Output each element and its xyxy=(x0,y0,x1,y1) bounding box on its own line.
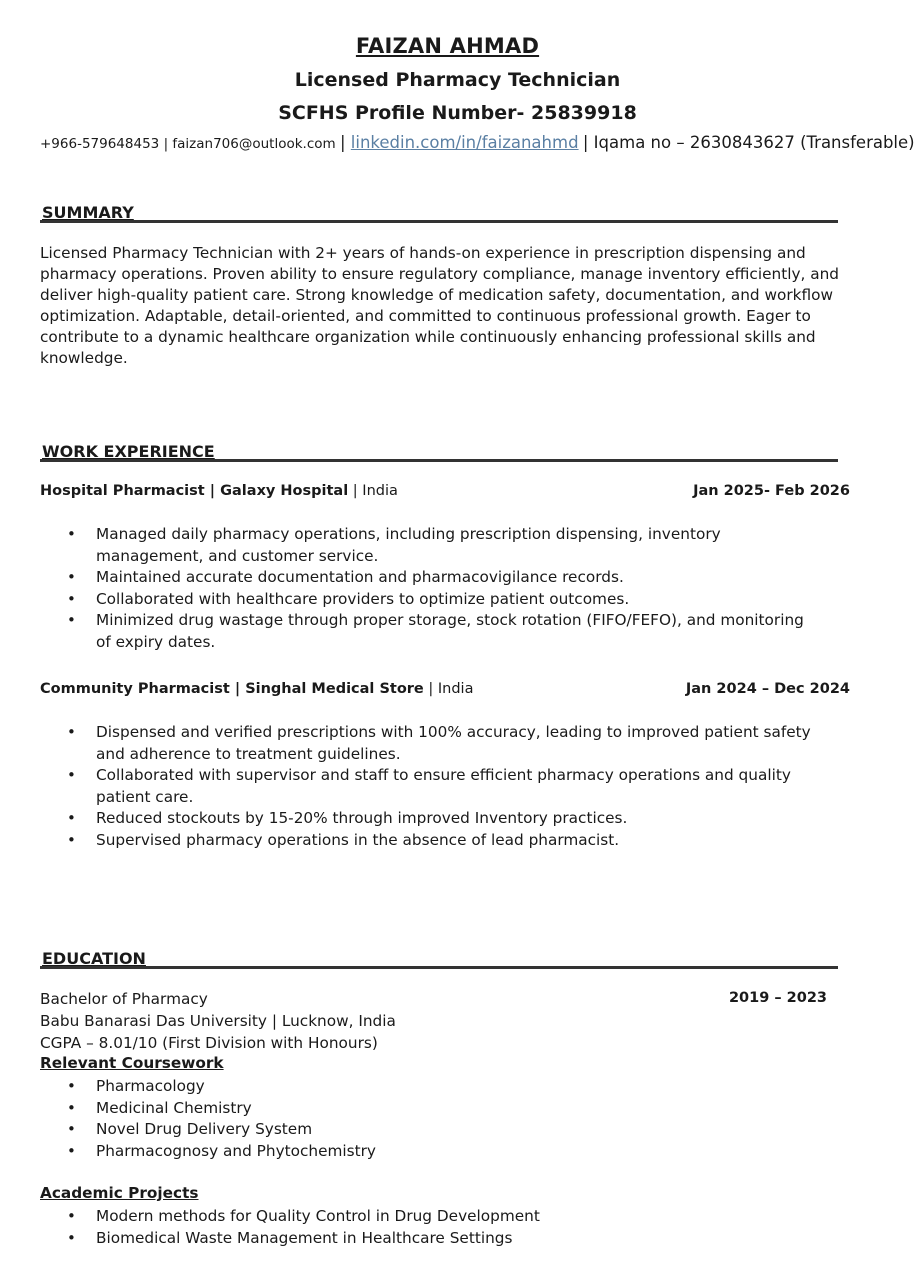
list-item: • Supervised pharmacy operations in the absence of lead pharmacist. xyxy=(40,830,820,852)
list-item: • Reduced stockouts by 15-20% through improved Inventory practices. xyxy=(40,808,820,830)
job-role: Hospital Pharmacist xyxy=(40,483,205,499)
job-company: Galaxy Hospital xyxy=(220,483,349,499)
education-section-heading xyxy=(40,944,838,969)
job-company: Singhal Medical Store xyxy=(245,681,424,697)
list-item: • Pharmacognosy and Phytochemistry xyxy=(40,1141,820,1163)
separator: | xyxy=(204,483,221,499)
list-item: • Novel Drug Delivery System xyxy=(40,1119,820,1141)
job-2-bullets xyxy=(40,722,820,852)
job-title: Licensed Pharmacy Technician xyxy=(294,69,621,91)
separator: | xyxy=(423,681,438,697)
university: Babu Banarasi Das University | Lucknow, India xyxy=(40,1012,396,1030)
summary-text: Licensed Pharmacy Technician with 2+ years of hands-on experience in prescription dispensing and pharmacy operations. Proven ability to ensure regulatory compliance, manage inventory efficiently, and deliver high-quality patient care. Strong knowledge of medication safety, documentation, and workflow optimization. Adaptable, detail-oriented, and committed to continuous professional growth. Eager to contribute to a dynamic healthcare organization while continuously enhancing professional skills and knowledge. xyxy=(40,244,840,367)
job-role: Community Pharmacist xyxy=(40,681,230,697)
summary-heading-text: SUMMARY xyxy=(42,203,134,222)
list-item: • Managed daily pharmacy operations, including prescription dispensing, inventory management, and customer service. xyxy=(40,524,820,567)
job-location: India xyxy=(362,483,398,499)
list-item: • Modern methods for Quality Control in Drug Development xyxy=(40,1206,820,1228)
coursework-heading: Relevant Coursework xyxy=(40,1054,224,1072)
education-heading-text: EDUCATION xyxy=(42,949,146,968)
cgpa: CGPA – 8.01/10 (First Division with Honours) xyxy=(40,1034,378,1052)
list-item: • Biomedical Waste Management in Healthcare Settings xyxy=(40,1228,820,1250)
phone-number: +966-579648453 xyxy=(40,136,160,152)
projects-heading: Academic Projects xyxy=(40,1184,199,1202)
job-header-1 xyxy=(40,483,850,505)
list-item: • Collaborated with healthcare providers to optimize patient outcomes. xyxy=(40,589,820,611)
iqama-number: Iqama no – 2630843627 (Transferable) xyxy=(593,133,915,152)
contact-line xyxy=(40,133,915,152)
experience-section-heading xyxy=(40,437,838,462)
projects-list xyxy=(40,1206,820,1249)
summary-section-heading xyxy=(40,198,838,223)
experience-heading-text: WORK EXPERIENCE xyxy=(42,442,215,461)
email-address: faizan706@outlook.com xyxy=(172,136,336,152)
separator: | xyxy=(339,133,351,152)
separator: | xyxy=(163,136,173,152)
list-item: • Medicinal Chemistry xyxy=(40,1098,820,1120)
list-item: • Maintained accurate documentation and pharmacovigilance records. xyxy=(40,567,820,589)
job-location: India xyxy=(437,681,474,697)
list-item: • Dispensed and verified prescriptions with 100% accuracy, leading to improved patient safety and adherence to treatment guidelines. xyxy=(40,722,820,765)
job-1-bullets xyxy=(40,524,820,654)
separator: | xyxy=(582,133,594,152)
list-item: • Pharmacology xyxy=(40,1076,820,1098)
list-item: • Minimized drug wastage through proper storage, stock rotation (FIFO/FEFO), and monitoring of expiry dates. xyxy=(40,610,820,653)
degree: Bachelor of Pharmacy xyxy=(40,990,208,1008)
scfhs-profile-number: SCFHS Profile Number- 25839918 xyxy=(278,102,637,124)
coursework-list xyxy=(40,1076,820,1162)
separator: | xyxy=(229,681,246,697)
candidate-name: FAIZAN AHMAD xyxy=(355,34,540,58)
linkedin-link[interactable]: linkedin.com/in/faizanahmd xyxy=(350,133,579,152)
list-item: • Collaborated with supervisor and staff to ensure efficient pharmacy operations and quality patient care. xyxy=(40,765,820,808)
job-dates: Jan 2025- Feb 2026 xyxy=(693,483,850,499)
job-dates: Jan 2024 – Dec 2024 xyxy=(685,681,850,697)
separator: | xyxy=(348,483,363,499)
job-header-2 xyxy=(40,681,850,703)
education-years: 2019 – 2023 xyxy=(728,990,827,1006)
